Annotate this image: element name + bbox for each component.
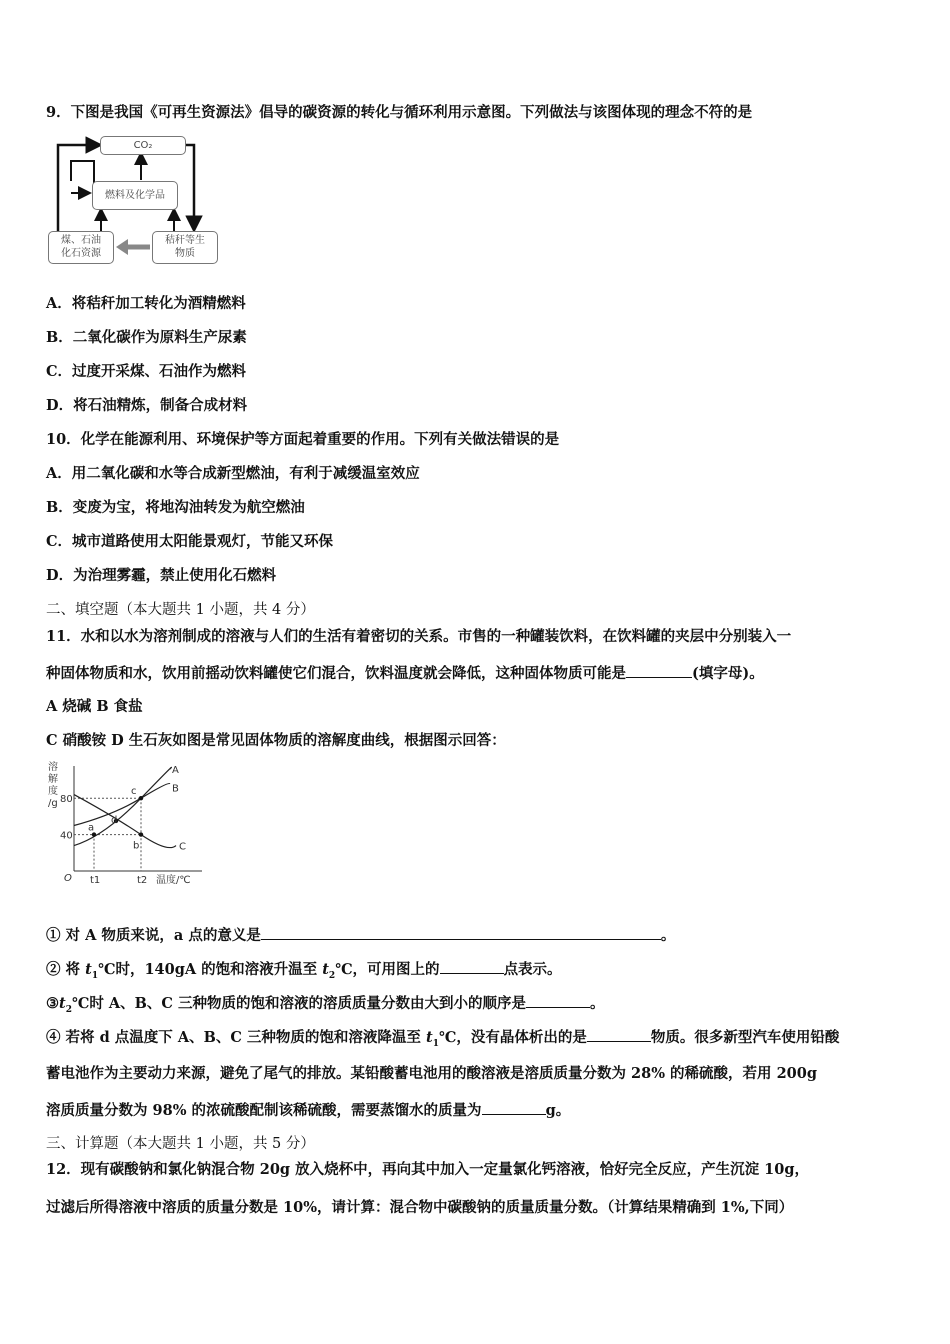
q11-sub2-blank[interactable]	[440, 959, 504, 974]
y-axis-label-char: /g	[48, 798, 58, 809]
q11-sub3-t: t	[59, 995, 66, 1012]
q11-sub4-t-sub: 1	[432, 1038, 439, 1049]
x-axis-label: 温度/℃	[156, 875, 191, 886]
q11-sub4-blank[interactable]	[587, 1027, 651, 1042]
q11-line1: 11．水和以水为溶剂制成的溶液与人们的生活有着密切的关系。市售的一种罐装饮料，在饮料罐的夹层中分别装入一	[46, 628, 792, 645]
fossil-line1: 煤、石油	[61, 235, 101, 246]
q10-option-a: A．用二氧化碳和水等合成新型燃油，有利于减缓温室效应	[46, 465, 420, 482]
x-tick-label: t1	[90, 875, 101, 886]
q11-line-f-blank[interactable]	[482, 1100, 546, 1115]
q11-line2-text: 种固体物质和水，饮用前摇动饮料罐使它们混合，饮料温度就会降低，这种固体物质可能是	[46, 665, 626, 682]
point-label-d: d	[111, 814, 118, 826]
y-tick-label: 40	[60, 830, 73, 842]
series-label-C: C	[179, 841, 186, 853]
q9-option-d: D．将石油精炼，制备合成材料	[46, 397, 248, 414]
q11-sub2-t2: t	[322, 961, 329, 978]
x-tick-label: t2	[137, 875, 148, 886]
q11-line-e: 蓄电池作为主要动力来源，避免了尾气的排放。某铅酸蓄电池用的酸溶液是溶质质量分数为 28% 的稀硫酸，若用 200g	[46, 1065, 818, 1082]
co2-box: CO₂	[100, 136, 186, 155]
point-c	[139, 796, 143, 800]
q11-sub2-t1-sub: 1	[91, 970, 99, 981]
y-axis-label-char: 度	[48, 786, 58, 797]
q9-stem: 9．下图是我国《可再生资源法》倡导的碳资源的转化与循环利用示意图。下列做法与该图体现的理念不符的是	[46, 104, 753, 121]
y-axis-label-char: 解	[48, 774, 58, 785]
q11-sub4-t: t	[425, 1029, 433, 1046]
point-label-a: a	[88, 822, 95, 834]
q11-sub2-t2-sub: 2	[328, 970, 336, 981]
arrow-loop-to-fuels	[71, 161, 94, 189]
biomass-box	[152, 231, 218, 264]
q9-option-a: A．将秸秆加工转化为酒精燃料	[46, 295, 246, 312]
q11-sub4	[46, 1027, 839, 1054]
point-b	[139, 832, 143, 836]
q11-sub1-blank[interactable]	[261, 925, 661, 940]
q10-option-c: C．城市道路使用太阳能景观灯，节能又环保	[46, 533, 334, 550]
q11-sub3-t-sub: 2	[65, 1004, 72, 1015]
carbon-cycle-diagram	[46, 133, 221, 268]
q11-sub3-end: 。	[589, 995, 605, 1012]
fuels-box: 燃料及化学品	[92, 181, 178, 210]
q11-sub2-t1: t	[85, 961, 92, 978]
point-label-b: b	[133, 840, 140, 852]
q11-line2-suffix: (填字母)。	[692, 665, 764, 682]
q11-line-f-text: 溶质质量分数为 98% 的浓硫酸配制该稀硫酸，需要蒸馏水的质量为	[46, 1102, 482, 1119]
q11-sub4-text-a: ④ 若将 d 点温度下 A、B、C 三种物质的饱和溶液降温至	[46, 1029, 426, 1046]
q11-sub3-blank[interactable]	[526, 993, 590, 1008]
q9-option-b: B．二氧化碳作为原料生产尿素	[46, 329, 247, 346]
q11-line2	[46, 663, 764, 684]
point-label-c: c	[131, 786, 137, 798]
q11-sub2-text-d: 点表示。	[503, 961, 562, 978]
series-label-A: A	[172, 765, 179, 777]
q10-stem: 10．化学在能源利用、环境保护等方面起着重要的作用。下列有关做法错误的是	[46, 431, 560, 448]
q11-line3: A 烧碱 B 食盐	[46, 698, 143, 715]
q9-option-c: C．过度开采煤、石油作为燃料	[46, 363, 247, 380]
y-tick-label: 80	[60, 794, 73, 806]
q11-sub1-end: 。	[660, 927, 676, 944]
q11-sub2-text-b: ℃时，140gA 的饱和溶液升温至	[98, 961, 323, 978]
y-axis-label-char: 溶	[48, 762, 58, 773]
curve-A	[74, 767, 171, 845]
q11-sub4-text-c: 物质。很多新型汽车使用铅酸	[650, 1029, 840, 1046]
solubility-chart	[44, 758, 214, 893]
q11-answer-blank[interactable]	[626, 663, 692, 678]
section-2-heading: 二、填空题（本大题共 1 小题，共 4 分）	[46, 602, 315, 618]
q11-sub3-text: ℃时 A、B、C 三种物质的饱和溶液的溶质质量分数由大到小的顺序是	[71, 995, 526, 1012]
q12-line2: 过滤后所得溶液中溶质的质量分数是 10%，请计算：混合物中碳酸钠的质量质量分数。（计算结果精确到 1%,下同）	[46, 1199, 794, 1216]
biomass-line1: 秸秆等生	[165, 235, 205, 246]
q11-sub1-text: ① 对 A 物质来说，a 点的意义是	[46, 927, 261, 944]
fossil-line2: 化石资源	[61, 248, 101, 259]
q11-sub2-text-a: ② 将	[46, 961, 86, 978]
q11-sub3	[46, 993, 604, 1020]
q11-sub1	[46, 925, 675, 946]
origin-label: O	[64, 873, 72, 884]
biomass-line2: 物质	[175, 248, 195, 259]
q11-line4: C 硝酸铵 D 生石灰如图是常见固体物质的溶解度曲线，根据图示回答：	[46, 732, 506, 749]
q10-option-d: D．为治理雾霾，禁止使用化石燃料	[46, 567, 277, 584]
arrow-co2-to-biomass	[186, 145, 194, 228]
q11-sub3-mark: ③	[46, 995, 59, 1012]
solubility-chart-svg	[44, 758, 214, 893]
q11-line-f	[46, 1100, 570, 1121]
q10-option-b: B．变废为宝，将地沟油转发为航空燃油	[46, 499, 305, 516]
curve-B	[74, 783, 170, 825]
series-label-B: B	[172, 783, 179, 795]
q11-sub2-text-c: ℃，可用图上的	[335, 961, 440, 978]
q12-line1: 12．现有碳酸钠和氯化钠混合物 20g 放入烧杯中，再向其中加入一定量氯化钙溶液，恰好完全反应，产生沉淀 10g，	[46, 1161, 809, 1178]
fossil-box	[48, 231, 114, 264]
section-3-heading: 三、计算题（本大题共 1 小题，共 5 分）	[46, 1136, 315, 1152]
q11-sub4-text-b: ℃，没有晶体析出的是	[438, 1029, 587, 1046]
q11-sub2	[46, 959, 562, 986]
q11-line-f-unit: g。	[545, 1102, 571, 1119]
